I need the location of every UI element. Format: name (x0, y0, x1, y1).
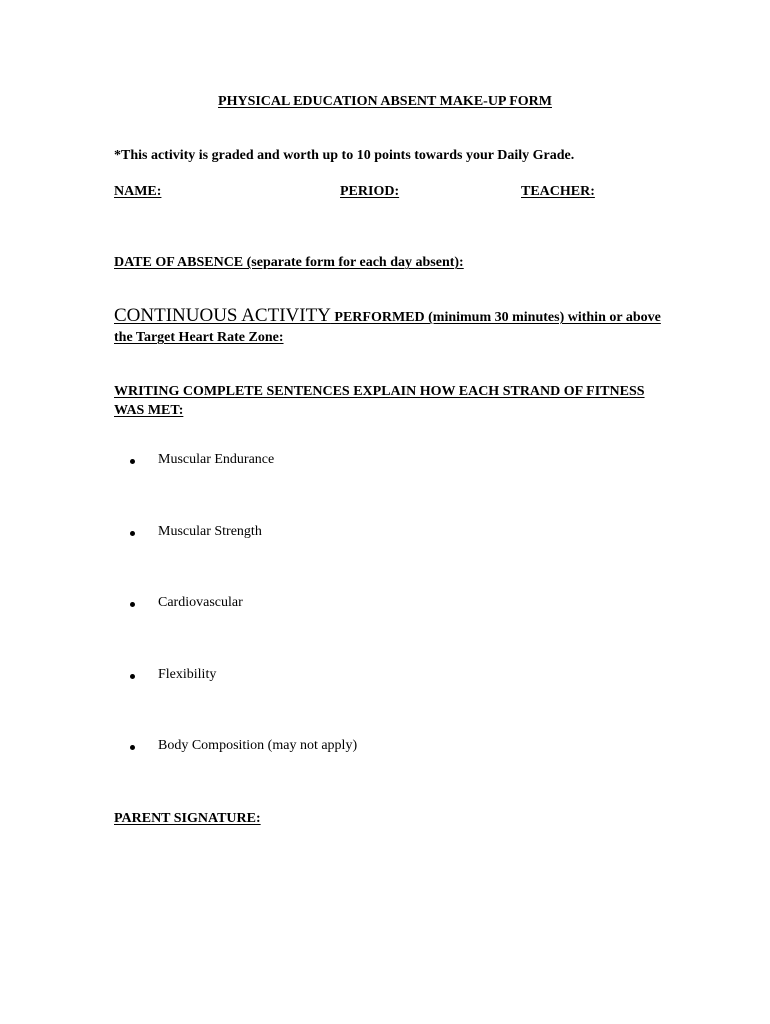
bullet-icon (130, 602, 135, 607)
strand-label: Muscular Endurance (158, 452, 275, 467)
date-of-absence-label: DATE OF ABSENCE (separate form for each day absent): (114, 255, 464, 270)
bullet-icon (130, 674, 135, 679)
continuous-activity-lead: CONTINUOUS ACTIVITY (114, 305, 331, 326)
teacher-label: TEACHER: (521, 184, 595, 199)
continuous-activity-heading (114, 306, 674, 347)
continuous-activity-rest: PERFORMED (minimum 30 minutes) within or above the Target Heart Rate Zone: (114, 310, 661, 345)
writing-prompt: WRITING COMPLETE SENTENCES EXPLAIN HOW EACH STRAND OF FITNESS WAS MET: (114, 384, 645, 418)
form-title: PHYSICAL EDUCATION ABSENT MAKE-UP FORM (218, 94, 552, 109)
name-label: NAME: (114, 184, 162, 199)
bullet-icon (130, 531, 135, 536)
strand-label: Cardiovascular (158, 595, 243, 610)
parent-signature-label: PARENT SIGNATURE: (114, 811, 261, 826)
bullet-icon (130, 745, 135, 750)
period-label: PERIOD: (340, 184, 400, 199)
strand-label: Muscular Strength (158, 524, 262, 539)
bullet-icon (130, 459, 135, 464)
graded-note: *This activity is graded and worth up to 10 points towards your Daily Grade. (114, 148, 575, 163)
strand-label: Flexibility (158, 667, 217, 682)
strand-label: Body Composition (may not apply) (158, 738, 358, 753)
